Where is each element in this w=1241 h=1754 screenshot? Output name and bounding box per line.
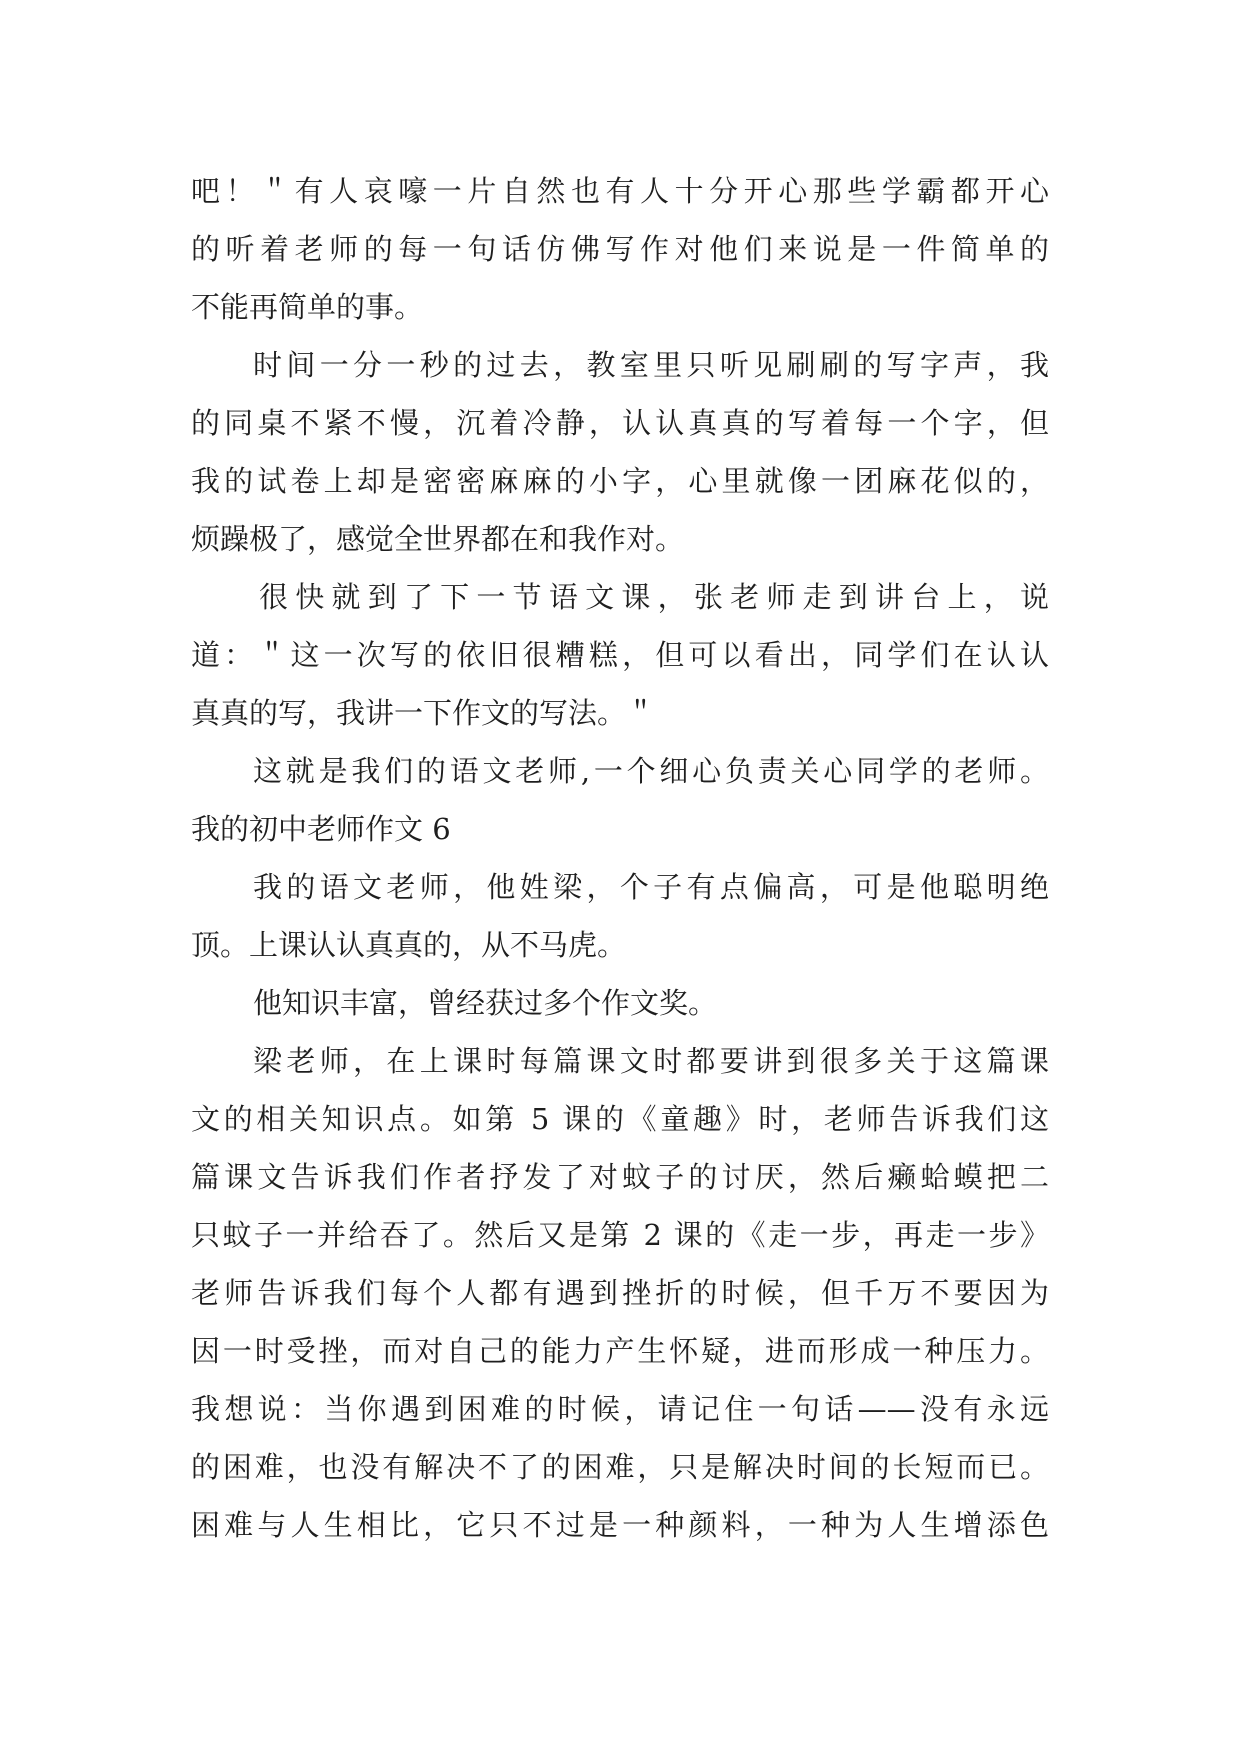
text-line: 很快就到了下一节语文课，张老师走到讲台上，说 (259, 580, 1049, 614)
text-line: 篇课文告诉我们作者抒发了对蚊子的讨厌，然后癞蛤蟆把二 (191, 1160, 1049, 1194)
document-body (191, 162, 1049, 1554)
text-line: 文的相关知识点。如第 5 课的《童趣》时，老师告诉我们这 (191, 1102, 1049, 1136)
text-line: 时间一分一秒的过去，教室里只听见刷刷的写字声，我 (253, 348, 1049, 382)
text-line: 真真的写，我讲一下作文的写法。＂ (191, 696, 656, 730)
text-line: 的困难，也没有解决不了的困难，只是解决时间的长短而已。 (191, 1450, 1049, 1484)
text-line: 老师告诉我们每个人都有遇到挫折的时候，但千万不要因为 (191, 1276, 1049, 1310)
text-line: 顶。上课认认真真的，从不马虎。 (191, 928, 627, 962)
text-line: 他知识丰富，曾经获过多个作文奖。 (253, 986, 718, 1020)
text-line: 吧！＂有人哀嚎一片自然也有人十分开心那些学霸都开心 (191, 174, 1049, 208)
text-line: 烦躁极了，感觉全世界都在和我作对。 (191, 522, 685, 556)
text-line: 不能再简单的事。 (191, 290, 424, 324)
text-line: 道：＂这一次写的依旧很糟糕，但可以看出，同学们在认认 (191, 638, 1049, 672)
text-line: 我的试卷上却是密密麻麻的小字，心里就像一团麻花似的， (191, 464, 1049, 498)
text-line: 困难与人生相比，它只不过是一种颜料，一种为人生增添色 (191, 1508, 1049, 1542)
text-line: 只蚊子一并给吞了。然后又是第 2 课的《走一步，再走一步》 (191, 1218, 1049, 1252)
text-line: 的同桌不紧不慢，沉着冷静，认认真真的写着每一个字，但 (191, 406, 1049, 440)
text-line: 这就是我们的语文老师,一个细心负责关心同学的老师。 (253, 754, 1049, 788)
text-line: 我的语文老师，他姓梁，个子有点偏高，可是他聪明绝 (253, 870, 1049, 904)
section-heading: 我的初中老师作文 6 (191, 812, 451, 846)
text-line: 的听着老师的每一句话仿佛写作对他们来说是一件简单的 (191, 232, 1049, 266)
text-line: 我想说：当你遇到困难的时候，请记住一句话——没有永远 (191, 1392, 1049, 1426)
text-line: 梁老师，在上课时每篇课文时都要讲到很多关于这篇课 (253, 1044, 1049, 1078)
text-line: 因一时受挫，而对自己的能力产生怀疑，进而形成一种压力。 (191, 1334, 1049, 1368)
